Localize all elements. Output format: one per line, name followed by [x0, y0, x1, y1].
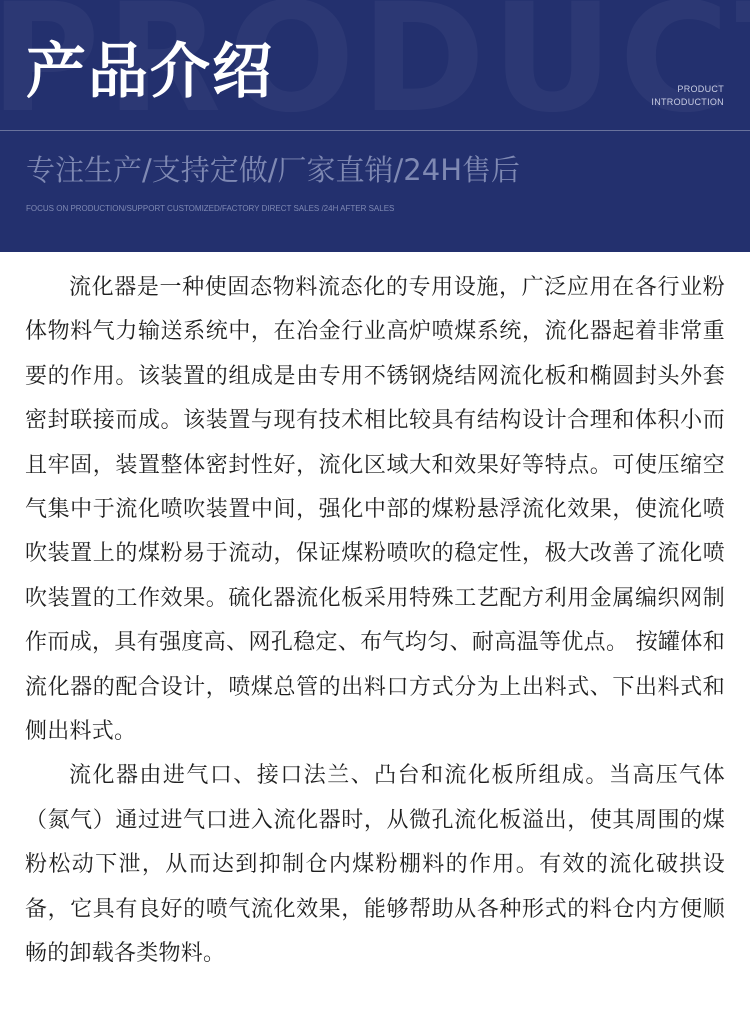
product-description: [25, 266, 725, 977]
description-paragraph-2: 流化器由进气口、接口法兰、凸台和流化板所组成。当高压气体（氮气）通过进气口进入流化器时，从微孔流化板溢出，使其周围的煤粉松动下泄，从而达到抑制仓内煤粉棚料的作用。有效的流化破拱设备，它具有良好的喷气流化效果，能够帮助从各种形式的料仓内方便顺畅的卸载各类物料。: [25, 763, 725, 967]
english-title-line-1: PRODUCT: [677, 84, 724, 94]
description-paragraph-1: 流化器是一种使固态物料流态化的专用设施，广泛应用在各行业粉体物料气力输送系统中，在冶金行业高炉喷煤系统，流化器起着非常重要的作用。该装置的组成是由专用不锈钢烧结网流化板和椭圆封头外套密封联接而成。该装置与现有技术相比较具有结构设计合理和体积小而且牢固，装置整体密封性好，流化区域大和效果好等特点。可使压缩空气集中于流化喷吹装置中间，强化中部的煤粉悬浮流化效果，使流化喷吹装置上的煤粉易于流动，保证煤粉喷吹的稳定性，极大改善了流化喷吹装置的工作效果。硫化器流化板采用特殊工艺配方利用金属编织网制作而成，具有强度高、网孔稳定、布气均匀、耐高温等优点。 按罐体和流化器的配合设计，喷煤总管的出料口方式分为上出料式、下出料式和侧出料式。: [25, 275, 725, 745]
service-subtitle: 专注生产/支持定做/厂家直销/24H售后: [26, 153, 521, 187]
page-title: 产品介绍: [26, 37, 274, 107]
banner-divider: [0, 130, 750, 131]
header-banner: [0, 0, 750, 252]
english-title-line-2: INTRODUCTION: [651, 97, 724, 107]
service-subtitle-english: FOCUS ON PRODUCTION/SUPPORT CUSTOMIZED/FACTORY DIRECT SALES /24H AFTER SALES: [26, 204, 395, 213]
english-title-label: [651, 83, 724, 109]
